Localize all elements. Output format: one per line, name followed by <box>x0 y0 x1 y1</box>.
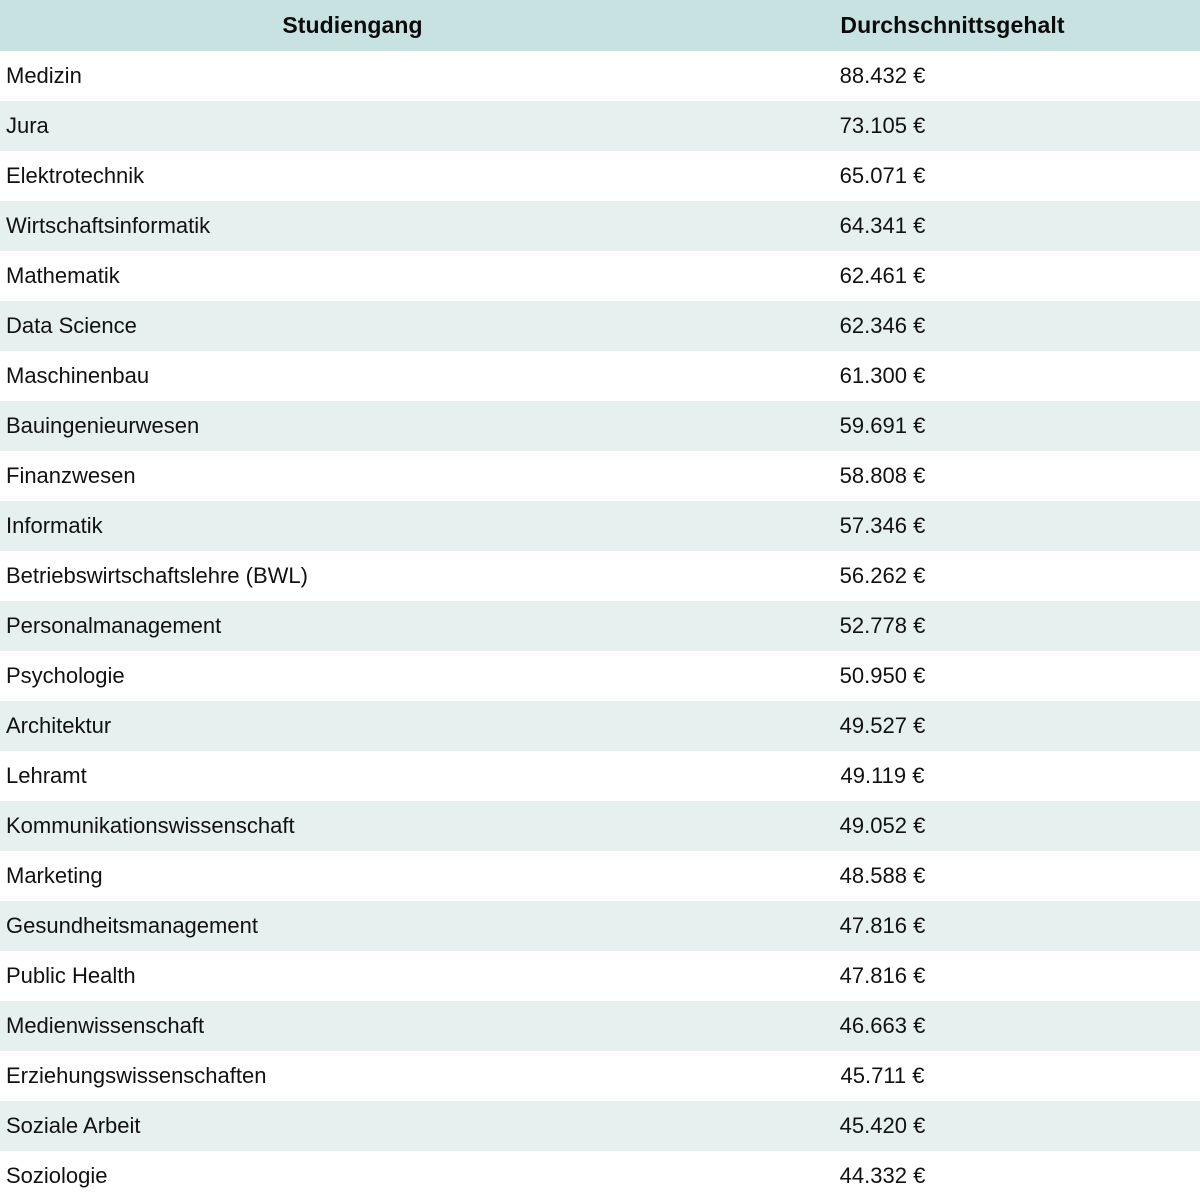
table-row[interactable] <box>0 451 1200 501</box>
cell-salary: 52.778 € <box>839 613 926 638</box>
table-row[interactable] <box>0 301 1200 351</box>
cell-program: Kommunikationswissenschaft <box>6 813 295 838</box>
table-row[interactable] <box>0 1151 1200 1200</box>
cell-salary: 48.588 € <box>839 863 926 888</box>
column-header-salary[interactable]: Durchschnittsgehalt <box>705 0 1200 51</box>
cell-salary: 46.663 € <box>839 1013 926 1038</box>
cell-salary: 58.808 € <box>839 463 926 488</box>
cell-salary: 57.346 € <box>839 513 926 538</box>
cell-program: Mathematik <box>6 263 120 288</box>
cell-program: Public Health <box>6 963 136 988</box>
cell-program: Erziehungswissenschaften <box>6 1063 267 1088</box>
cell-salary: 47.816 € <box>839 913 926 938</box>
cell-program: Gesundheitsmanagement <box>6 913 258 938</box>
cell-program: Soziale Arbeit <box>6 1113 141 1138</box>
cell-salary: 62.461 € <box>839 263 926 288</box>
table-row[interactable] <box>0 51 1200 101</box>
cell-program: Lehramt <box>6 763 87 788</box>
cell-program: Elektrotechnik <box>6 163 145 188</box>
cell-program: Jura <box>6 113 49 138</box>
cell-salary: 62.346 € <box>839 313 926 338</box>
cell-salary: 64.341 € <box>839 213 926 238</box>
table-row[interactable] <box>0 951 1200 1001</box>
cell-salary: 49.052 € <box>839 813 926 838</box>
cell-salary: 49.119 € <box>840 763 925 788</box>
cell-program: Data Science <box>6 313 137 338</box>
cell-program: Soziologie <box>6 1163 108 1188</box>
cell-program: Architektur <box>6 713 112 738</box>
table-row[interactable] <box>0 501 1200 551</box>
table-row[interactable] <box>0 901 1200 951</box>
cell-program: Betriebswirtschaftslehre (BWL) <box>6 563 308 588</box>
cell-program: Maschinenbau <box>6 363 150 388</box>
table-body <box>0 51 1200 1200</box>
cell-salary: 49.527 € <box>839 713 926 738</box>
table-row[interactable] <box>0 101 1200 151</box>
cell-salary: 88.432 € <box>839 63 926 88</box>
cell-program: Personalmanagement <box>6 613 222 638</box>
table-row[interactable] <box>0 401 1200 451</box>
cell-salary: 73.105 € <box>839 113 926 138</box>
cell-salary: 47.816 € <box>839 963 926 988</box>
cell-program: Psychologie <box>6 663 125 688</box>
cell-program: Finanzwesen <box>6 463 136 488</box>
table-row[interactable] <box>0 751 1200 801</box>
table-row[interactable] <box>0 701 1200 751</box>
table-row[interactable] <box>0 801 1200 851</box>
table-row[interactable] <box>0 251 1200 301</box>
cell-salary: 45.711 € <box>840 1063 925 1088</box>
cell-salary: 56.262 € <box>839 563 926 588</box>
table-row[interactable] <box>0 351 1200 401</box>
cell-salary: 44.332 € <box>839 1163 926 1188</box>
table-row[interactable] <box>0 201 1200 251</box>
cell-program: Wirtschaftsinformatik <box>6 213 211 238</box>
cell-salary: 65.071 € <box>839 163 926 188</box>
cell-salary: 59.691 € <box>839 413 926 438</box>
table-row[interactable] <box>0 551 1200 601</box>
cell-salary: 61.300 € <box>839 363 926 388</box>
table-row[interactable] <box>0 1101 1200 1151</box>
table-row[interactable] <box>0 151 1200 201</box>
table-row[interactable] <box>0 651 1200 701</box>
table-row[interactable] <box>0 1051 1200 1101</box>
cell-program: Medizin <box>6 63 82 88</box>
table-row[interactable] <box>0 601 1200 651</box>
table-header-row <box>0 0 1200 51</box>
cell-salary: 50.950 € <box>839 663 926 688</box>
table-row[interactable] <box>0 851 1200 901</box>
cell-program: Marketing <box>6 863 103 888</box>
table-row[interactable] <box>0 1001 1200 1051</box>
cell-program: Informatik <box>6 513 103 538</box>
column-header-program[interactable]: Studiengang <box>0 0 705 51</box>
cell-program: Medienwissenschaft <box>6 1013 205 1038</box>
cell-program: Bauingenieurwesen <box>6 413 200 438</box>
cell-salary: 45.420 € <box>839 1113 926 1138</box>
table-header <box>0 0 1200 51</box>
